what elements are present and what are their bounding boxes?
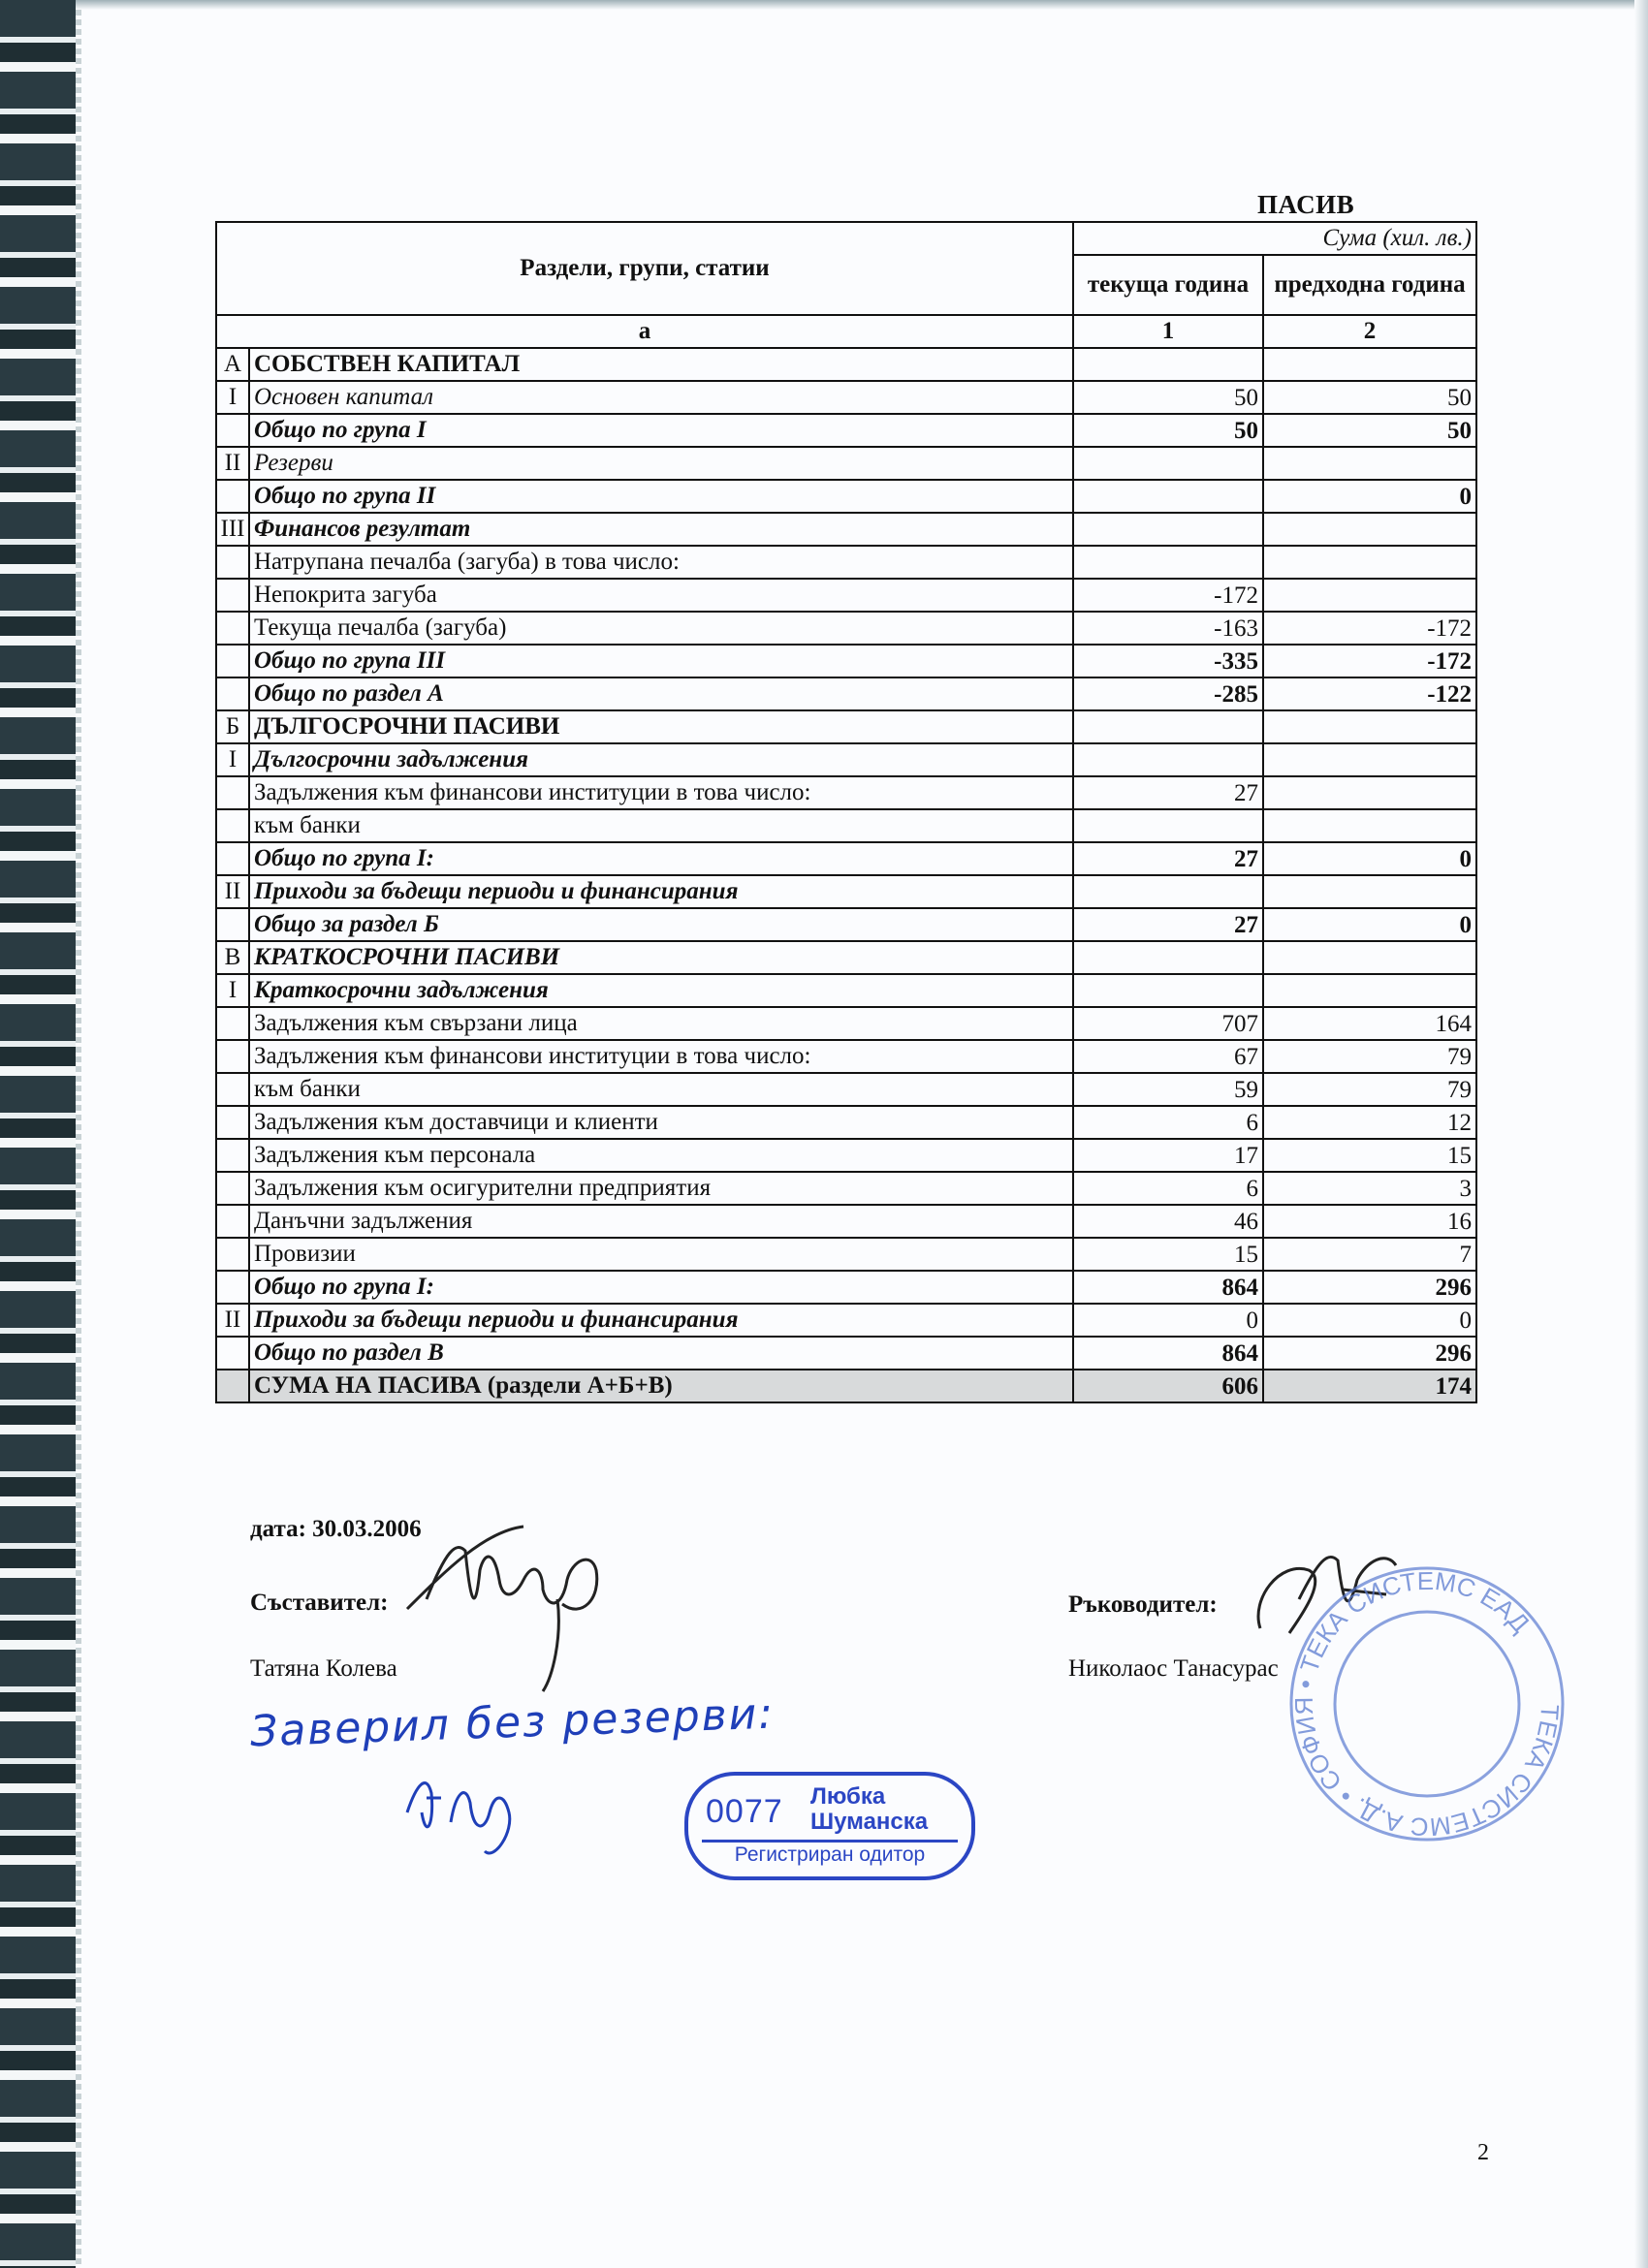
row-label: Общо по група I: [249, 842, 1073, 875]
row-label: Задължения към финансови институции в това число: [249, 776, 1073, 809]
table-row [216, 1370, 1476, 1402]
row-current-year-value: 67 [1073, 1040, 1263, 1073]
row-current-year-value [1073, 513, 1263, 546]
row-current-year-value: 0 [1073, 1304, 1263, 1337]
row-previous-year-value: 15 [1263, 1139, 1476, 1172]
table-row [216, 1337, 1476, 1370]
row-label: Краткосрочни задължения [249, 974, 1073, 1007]
row-code: III [216, 513, 249, 546]
row-current-year-value: 27 [1073, 776, 1263, 809]
row-label: Задължения към доставчици и клиенти [249, 1106, 1073, 1139]
row-code [216, 1337, 249, 1370]
row-current-year-value: 27 [1073, 908, 1263, 941]
row-current-year-value: 6 [1073, 1172, 1263, 1205]
row-current-year-value [1073, 447, 1263, 480]
compiler-signature [388, 1512, 679, 1706]
row-code [216, 612, 249, 645]
auditor-stamp-number: 0077 [706, 1793, 783, 1830]
row-label: Общо по група III [249, 645, 1073, 677]
row-code: А [216, 348, 249, 381]
row-previous-year-value: 50 [1263, 414, 1476, 447]
row-current-year-value: 27 [1073, 842, 1263, 875]
col-header-current-year: текуща година [1073, 255, 1263, 315]
row-label: СОБСТВЕН КАПИТАЛ [249, 348, 1073, 381]
row-current-year-value: 707 [1073, 1007, 1263, 1040]
row-current-year-value [1073, 480, 1263, 513]
compiler-label: Съставител: [250, 1590, 389, 1616]
row-previous-year-value: 296 [1263, 1337, 1476, 1370]
table-row [216, 381, 1476, 414]
row-previous-year-value: 0 [1263, 908, 1476, 941]
table-row [216, 1205, 1476, 1238]
row-current-year-value [1073, 743, 1263, 776]
table-row [216, 941, 1476, 974]
row-previous-year-value: 12 [1263, 1106, 1476, 1139]
row-previous-year-value [1263, 941, 1476, 974]
row-label: Задължения към свързани лица [249, 1007, 1073, 1040]
auditor-stamp-divider [702, 1840, 958, 1843]
row-current-year-value [1073, 875, 1263, 908]
table-row [216, 612, 1476, 645]
liabilities-table [215, 221, 1477, 1403]
row-code [216, 1205, 249, 1238]
table-row [216, 1106, 1476, 1139]
row-code [216, 1040, 249, 1073]
row-code [216, 842, 249, 875]
auditor-signature [397, 1754, 562, 1871]
row-label: Задължения към осигурителни предприятия [249, 1172, 1073, 1205]
table-row [216, 875, 1476, 908]
table-row [216, 1007, 1476, 1040]
handwritten-note: Заверил без резерви: [249, 1688, 776, 1757]
row-current-year-value [1073, 710, 1263, 743]
row-previous-year-value: 0 [1263, 1304, 1476, 1337]
row-label: Общо по група I: [249, 1271, 1073, 1304]
table-row [216, 579, 1476, 612]
table-row [216, 1271, 1476, 1304]
row-label: Задължения към персонала [249, 1139, 1073, 1172]
row-previous-year-value: 7 [1263, 1238, 1476, 1271]
row-previous-year-value [1263, 546, 1476, 579]
table-row [216, 776, 1476, 809]
row-label: Общо по група II [249, 480, 1073, 513]
row-label: Приходи за бъдещи периоди и финансирания [249, 1304, 1073, 1337]
col-header-sections: Раздели, групи, статии [216, 222, 1073, 315]
row-code: I [216, 381, 249, 414]
row-code [216, 908, 249, 941]
row-current-year-value: 864 [1073, 1271, 1263, 1304]
scan-edge-right [1634, 0, 1648, 2268]
row-previous-year-value [1263, 579, 1476, 612]
row-label: Финансов резултат [249, 513, 1073, 546]
row-code: Б [216, 710, 249, 743]
row-label: към банки [249, 809, 1073, 842]
report-date: дата: 30.03.2006 [250, 1516, 422, 1542]
row-previous-year-value: 79 [1263, 1040, 1476, 1073]
auditor-stamp-name-2: Шуманска [810, 1809, 929, 1835]
table-row [216, 1139, 1476, 1172]
row-label: Общо за раздел Б [249, 908, 1073, 941]
row-current-year-value: 606 [1073, 1370, 1263, 1402]
row-previous-year-value: 296 [1263, 1271, 1476, 1304]
row-code [216, 1007, 249, 1040]
table-row [216, 447, 1476, 480]
table-row [216, 513, 1476, 546]
row-code: В [216, 941, 249, 974]
row-code [216, 677, 249, 710]
row-label: Общо по раздел В [249, 1337, 1073, 1370]
row-label: СУМА НА ПАСИВА (раздели А+Б+В) [249, 1370, 1073, 1402]
compiler-name: Татяна Колева [250, 1655, 397, 1682]
row-current-year-value: 46 [1073, 1205, 1263, 1238]
head-label: Ръководител: [1068, 1591, 1218, 1618]
row-current-year-value [1073, 974, 1263, 1007]
row-current-year-value [1073, 941, 1263, 974]
row-previous-year-value [1263, 710, 1476, 743]
row-code [216, 1238, 249, 1271]
row-code [216, 414, 249, 447]
row-current-year-value: 864 [1073, 1337, 1263, 1370]
row-label: ДЪЛГОСРОЧНИ ПАСИВИ [249, 710, 1073, 743]
row-current-year-value [1073, 348, 1263, 381]
table-row [216, 1238, 1476, 1271]
table-row [216, 842, 1476, 875]
row-current-year-value: 59 [1073, 1073, 1263, 1106]
svg-text:ТЕКА СИСТЕМС А.Д. • СОФИЯ • ТЕ: ТЕКА СИСТЕМС А.Д. • СОФИЯ • ТЕКА СИСТЕМС ЕАД [1288, 1565, 1566, 1843]
page-title: ПАСИВ [1257, 190, 1355, 219]
row-code [216, 1172, 249, 1205]
auditor-stamp-caption: Регистриран одитор [734, 1843, 926, 1866]
amount-header: Сума (хил. лв.) [1073, 222, 1476, 255]
row-code [216, 1139, 249, 1172]
table-row [216, 480, 1476, 513]
table-row [216, 1073, 1476, 1106]
table-row [216, 908, 1476, 941]
row-label: Основен капитал [249, 381, 1073, 414]
row-current-year-value: -335 [1073, 645, 1263, 677]
row-current-year-value: -172 [1073, 579, 1263, 612]
col-header-previous-year: предходна година [1263, 255, 1476, 315]
row-label: Натрупана печалба (загуба) в това число: [249, 546, 1073, 579]
row-label: Дългосрочни задължения [249, 743, 1073, 776]
table-row [216, 546, 1476, 579]
row-previous-year-value [1263, 447, 1476, 480]
row-current-year-value: 17 [1073, 1139, 1263, 1172]
row-label: Непокрита загуба [249, 579, 1073, 612]
row-current-year-value: 15 [1073, 1238, 1263, 1271]
row-label: към банки [249, 1073, 1073, 1106]
row-label: Задължения към финансови институции в това число: [249, 1040, 1073, 1073]
row-previous-year-value: 0 [1263, 842, 1476, 875]
company-round-stamp [1282, 1559, 1572, 1849]
row-previous-year-value [1263, 743, 1476, 776]
head-name: Николаос Танасурас [1068, 1655, 1279, 1682]
row-previous-year-value: 3 [1263, 1172, 1476, 1205]
row-current-year-value: 50 [1073, 414, 1263, 447]
row-previous-year-value: 16 [1263, 1205, 1476, 1238]
scan-edge-top [76, 0, 1648, 10]
table-row [216, 677, 1476, 710]
table-row [216, 1304, 1476, 1337]
row-current-year-value [1073, 546, 1263, 579]
row-previous-year-value [1263, 809, 1476, 842]
row-current-year-value: 50 [1073, 381, 1263, 414]
row-previous-year-value: 0 [1263, 480, 1476, 513]
col-index-2: 2 [1263, 315, 1476, 348]
auditor-stamp [684, 1772, 975, 1880]
row-code [216, 1370, 249, 1402]
row-previous-year-value [1263, 776, 1476, 809]
table-row [216, 1040, 1476, 1073]
table-row [216, 414, 1476, 447]
row-code: II [216, 447, 249, 480]
row-code [216, 579, 249, 612]
row-previous-year-value: 174 [1263, 1370, 1476, 1402]
row-previous-year-value [1263, 875, 1476, 908]
row-code [216, 1073, 249, 1106]
row-code [216, 480, 249, 513]
table-row [216, 710, 1476, 743]
page-number: 2 [1477, 2140, 1489, 2165]
col-index-1: 1 [1073, 315, 1263, 348]
row-label: Приходи за бъдещи периоди и финансирания [249, 875, 1073, 908]
row-code [216, 776, 249, 809]
row-current-year-value: 6 [1073, 1106, 1263, 1139]
row-label: Общо по група I [249, 414, 1073, 447]
row-label: Провизии [249, 1238, 1073, 1271]
row-previous-year-value: 164 [1263, 1007, 1476, 1040]
row-label: Текуща печалба (загуба) [249, 612, 1073, 645]
row-label: КРАТКОСРОЧНИ ПАСИВИ [249, 941, 1073, 974]
row-code [216, 645, 249, 677]
row-label: Общо по раздел А [249, 677, 1073, 710]
row-code: II [216, 875, 249, 908]
spiral-binding [0, 0, 76, 2268]
table-row [216, 348, 1476, 381]
row-previous-year-value: 79 [1263, 1073, 1476, 1106]
row-previous-year-value [1263, 348, 1476, 381]
row-code [216, 546, 249, 579]
row-code: I [216, 743, 249, 776]
row-current-year-value [1073, 809, 1263, 842]
table-row [216, 645, 1476, 677]
row-previous-year-value: -122 [1263, 677, 1476, 710]
row-previous-year-value: 50 [1263, 381, 1476, 414]
row-current-year-value: -163 [1073, 612, 1263, 645]
row-previous-year-value: -172 [1263, 612, 1476, 645]
table-row [216, 1172, 1476, 1205]
row-label: Данъчни задължения [249, 1205, 1073, 1238]
table-row [216, 974, 1476, 1007]
table-row [216, 743, 1476, 776]
table-row [216, 809, 1476, 842]
row-previous-year-value: -172 [1263, 645, 1476, 677]
row-label: Резерви [249, 447, 1073, 480]
row-code [216, 1106, 249, 1139]
row-previous-year-value [1263, 974, 1476, 1007]
row-code: II [216, 1304, 249, 1337]
row-previous-year-value [1263, 513, 1476, 546]
row-current-year-value: -285 [1073, 677, 1263, 710]
col-index-a: а [216, 315, 1073, 348]
row-code: I [216, 974, 249, 1007]
row-code [216, 809, 249, 842]
auditor-stamp-name-1: Любка [810, 1783, 886, 1810]
row-code [216, 1271, 249, 1304]
